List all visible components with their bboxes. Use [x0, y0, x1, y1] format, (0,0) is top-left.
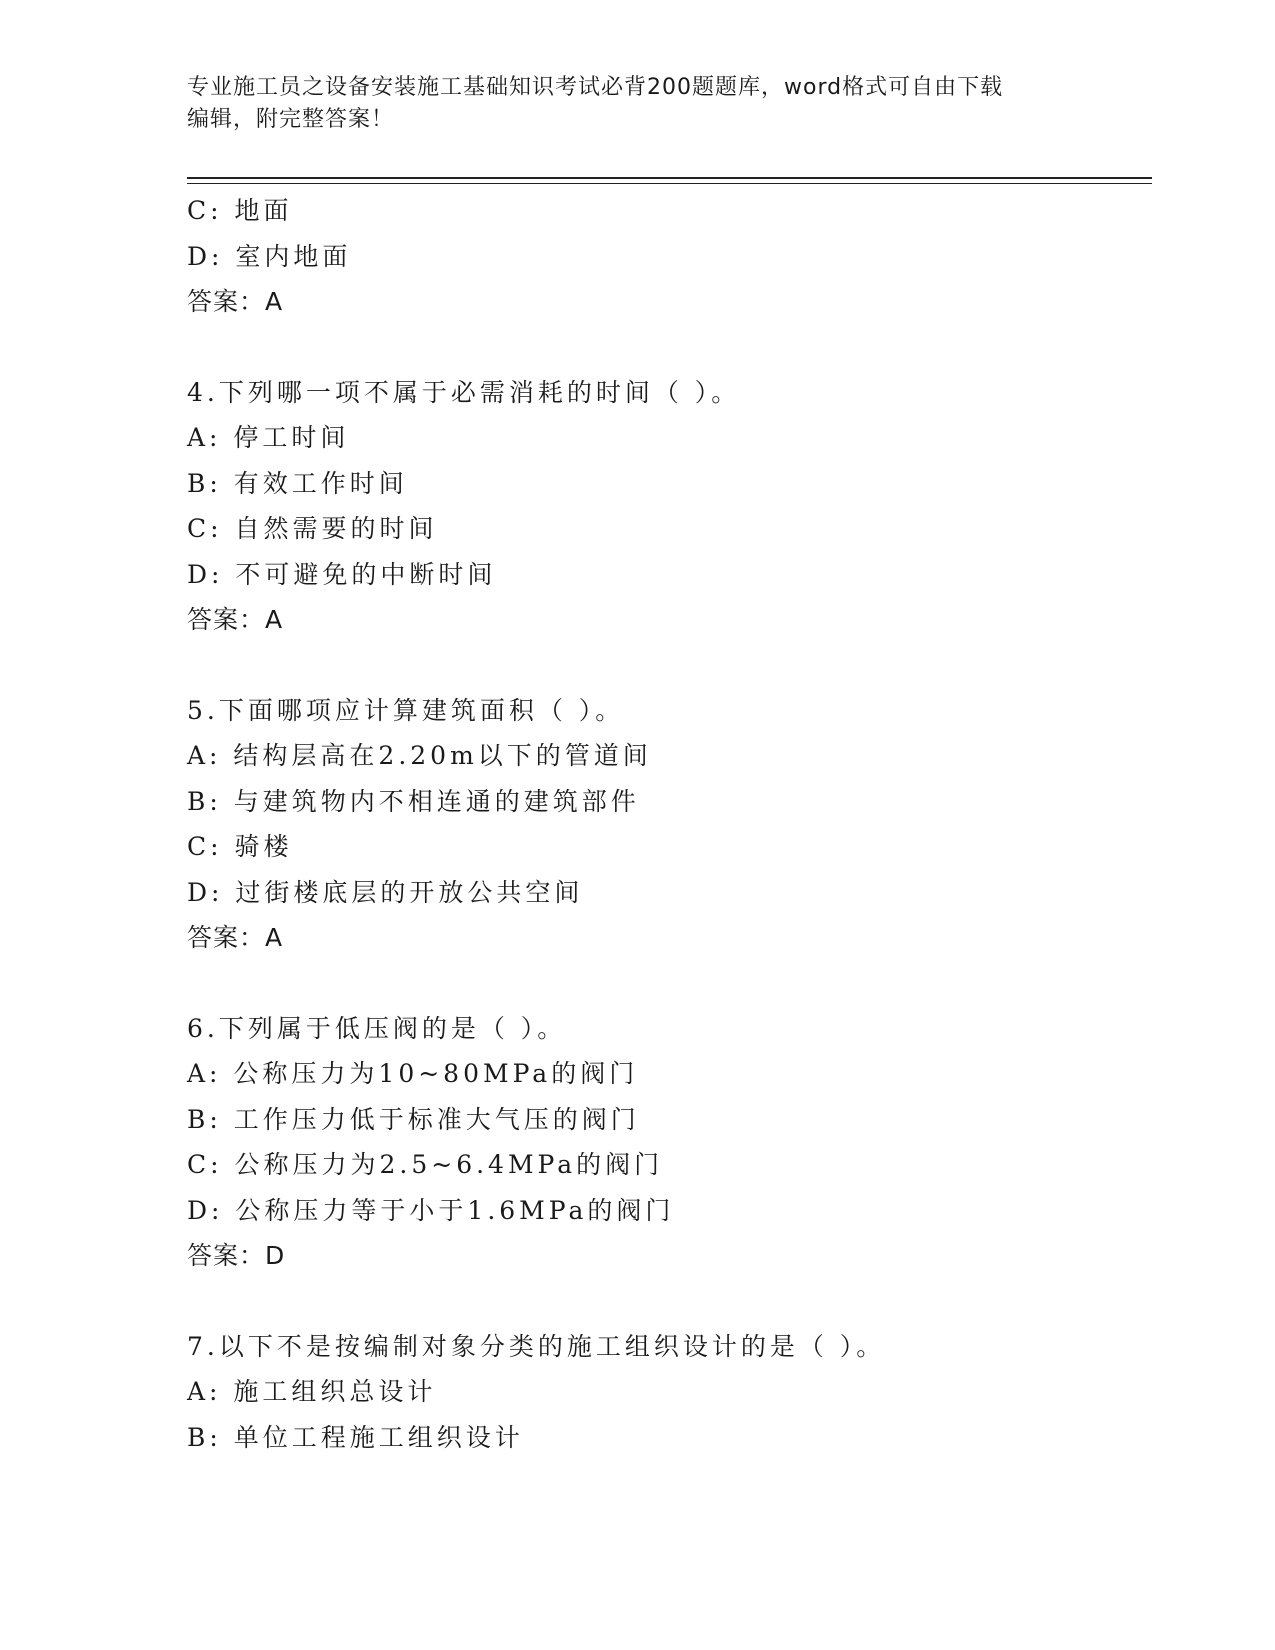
option-d: D: 过街楼底层的开放公共空间: [187, 877, 584, 907]
question-text: 7.以下不是按编制对象分类的施工组织设计的是（ ）。: [187, 1331, 886, 1361]
option-d: D: 室内地面: [187, 241, 352, 271]
question-3-tail: [187, 188, 1152, 325]
option-c: C: 地面: [187, 196, 293, 225]
option-b: B: 与建筑物内不相连通的建筑部件: [187, 786, 640, 816]
option-a: A: 施工组织总设计: [187, 1377, 437, 1406]
answer-label: 答案：A: [187, 605, 284, 634]
spacer: [187, 1279, 1152, 1324]
option-c: C: 骑楼: [187, 832, 293, 861]
spacer: [187, 961, 1152, 1006]
option-a: A: 停工时间: [187, 423, 350, 452]
question-text: 4.下列哪一项不属于必需消耗的时间（ ）。: [187, 377, 741, 407]
spacer: [187, 643, 1152, 688]
option-a: A: 公称压力为10~80MPa的阀门: [187, 1059, 639, 1088]
document-header: [187, 72, 1087, 136]
answer-label: 答案：A: [187, 923, 284, 952]
question-text: 6.下列属于低压阀的是（ ）。: [187, 1013, 567, 1043]
option-c: C: 自然需要的时间: [187, 514, 438, 543]
option-b: B: 有效工作时间: [187, 468, 408, 498]
option-d: D: 公称压力等于小于1.6MPa的阀门: [187, 1195, 675, 1225]
option-d: D: 不可避免的中断时间: [187, 559, 497, 589]
question-text: 5.下面哪项应计算建筑面积（ ）。: [187, 695, 625, 725]
option-b: B: 工作压力低于标准大气压的阀门: [187, 1104, 640, 1134]
answer-label: 答案：D: [187, 1241, 286, 1270]
question-4: [187, 370, 1152, 643]
header-divider-thick: [187, 177, 1152, 179]
question-6: [187, 1006, 1152, 1279]
question-5: [187, 688, 1152, 961]
option-b: B: 单位工程施工组织设计: [187, 1422, 524, 1452]
option-a: A: 结构层高在2.20m以下的管道间: [187, 741, 652, 770]
header-title-line-1: 专业施工员之设备安装施工基础知识考试必背200题题库，word格式可自由下载: [187, 75, 1004, 100]
spacer: [187, 325, 1152, 370]
option-c: C: 公称压力为2.5~6.4MPa的阀门: [187, 1150, 664, 1179]
header-divider-thin: [187, 183, 1152, 184]
answer-label: 答案：A: [187, 287, 284, 316]
header-title-line-2: 编辑，附完整答案！: [187, 107, 395, 132]
question-7: [187, 1324, 1152, 1461]
question-list: [187, 188, 1152, 1460]
